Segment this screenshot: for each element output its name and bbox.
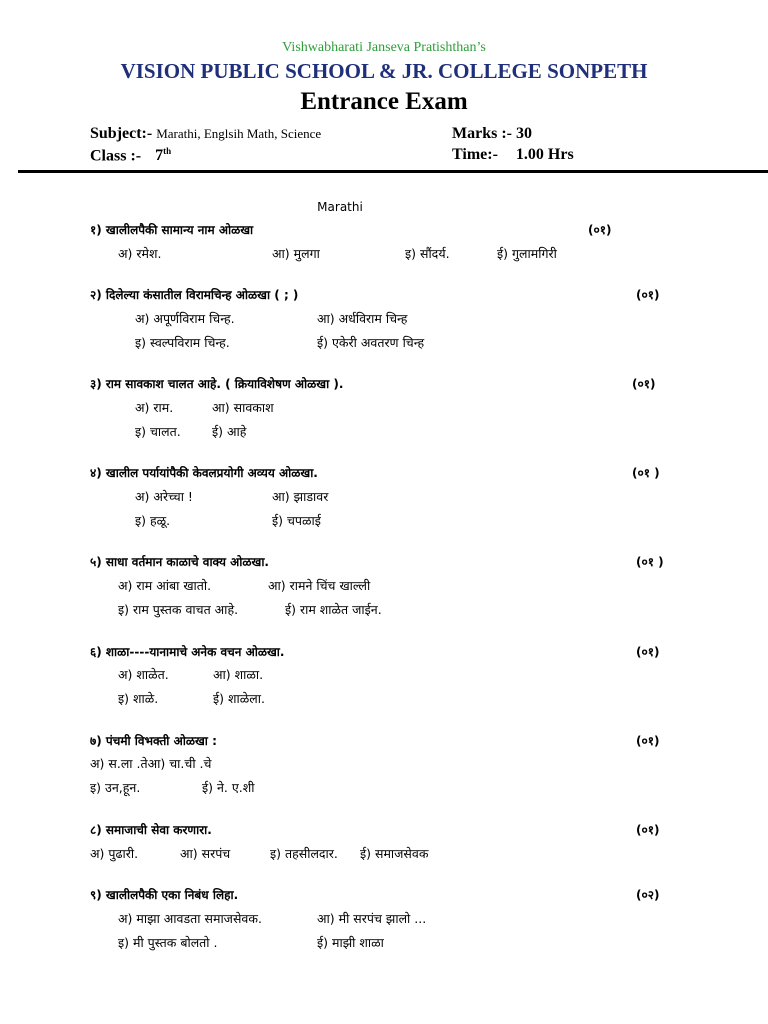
- option: आ) सावकाश: [212, 400, 274, 415]
- option: आ) सरपंच: [180, 846, 231, 861]
- option: अ) राम.: [135, 400, 174, 415]
- subject-value: Marathi, Englsih Math, Science: [156, 126, 322, 141]
- class-line: [90, 146, 171, 165]
- option: ई) राम शाळेत जाईन.: [285, 602, 382, 617]
- section-title: Marathi: [317, 200, 363, 214]
- time-value: 1.00 Hrs: [515, 146, 574, 163]
- question-6: ६) शाळा----यानामाचे अनेक वचन ओळखा.: [90, 645, 285, 659]
- option: आ) झाडावर: [272, 489, 329, 504]
- option: अ) शाळेत.: [118, 667, 169, 682]
- option: अ) रमेश.: [118, 246, 162, 261]
- option: आ) शाळा.: [213, 667, 264, 682]
- class-suffix: th: [163, 146, 172, 156]
- trust-name: Vishwabharati Janseva Pratishthan’s: [282, 40, 486, 55]
- option: आ) मुलगा: [272, 246, 320, 261]
- option: इ) तहसीलदार.: [270, 846, 338, 861]
- question-8: ८) समाजाची सेवा करणारा.: [90, 823, 212, 837]
- option: अ) माझा आवडता समाजसेवक.: [118, 911, 262, 926]
- question-3: ३) राम सावकाश चालत आहे. ( क्रियाविशेषण ओळखा ).: [90, 377, 344, 391]
- marks-label: Marks :- 30: [452, 125, 532, 142]
- option: ई) चपळाई: [272, 513, 321, 528]
- option: अ) स.ला .तेआ) चा.ची .चे: [90, 756, 212, 771]
- exam-title: Entrance Exam: [300, 88, 468, 115]
- question-1-marks: (०१): [588, 223, 612, 237]
- question-6-marks: (०१): [636, 645, 660, 659]
- class-value: 7: [155, 147, 164, 165]
- question-5: ५) साधा वर्तमान काळाचे वाक्य ओळखा.: [90, 555, 269, 569]
- question-4-marks: (०१ ): [632, 466, 660, 480]
- header-divider: [18, 170, 768, 173]
- option: ई) ने. ए.शी: [202, 780, 255, 795]
- option: ई) माझी शाळा: [317, 935, 384, 950]
- option: इ) सौंदर्य.: [405, 246, 450, 261]
- school-name: VISION PUBLIC SCHOOL & JR. COLLEGE SONPETH: [120, 59, 648, 83]
- question-2-marks: (०१): [636, 288, 660, 302]
- option: ई) समाजसेवक: [360, 846, 429, 861]
- question-4: ४) खालील पर्यायांपैकी केवलप्रयोगी अव्यय ओळखा.: [90, 466, 318, 480]
- option: आ) अर्धविराम चिन्ह: [317, 311, 408, 326]
- question-5-marks: (०१ ): [636, 555, 664, 569]
- option: ई) एकेरी अवतरण चिन्ह: [317, 335, 425, 350]
- option: ई) गुलामगिरी: [497, 246, 557, 261]
- option: आ) रामने चिंच खाल्ली: [268, 578, 371, 593]
- question-2: २) दिलेल्या कंसातील विरामचिन्ह ओळखा ( ; ): [90, 288, 299, 302]
- option: अ) पुढारी.: [90, 846, 139, 861]
- option: इ) मी पुस्तक बोलतो .: [118, 935, 218, 950]
- option: अ) अपूर्णविराम चिन्ह.: [135, 311, 235, 326]
- question-9: ९) खालीलपैकी एका निबंध लिहा.: [90, 888, 239, 902]
- option: इ) हळू.: [135, 513, 171, 528]
- option: इ) राम पुस्तक वाचत आहे.: [118, 602, 239, 617]
- option: ई) शाळेला.: [213, 691, 265, 706]
- option: ई) आहे: [212, 424, 247, 439]
- option: अ) अरेच्चा !: [135, 489, 193, 504]
- option: आ) मी सरपंच झालो ...: [317, 911, 427, 926]
- subject-line: [90, 125, 321, 143]
- question-9-marks: (०२): [636, 888, 660, 902]
- time-label: Time:-: [452, 146, 498, 163]
- option: इ) उन,हून.: [90, 780, 141, 795]
- question-7: ७) पंचमी विभक्ती ओळखा :: [90, 734, 217, 748]
- option: इ) चालत.: [135, 424, 181, 439]
- class-label: Class :-: [90, 147, 142, 165]
- question-1: १) खालीलपैकी सामान्य नाम ओळखा: [90, 223, 254, 237]
- time-line: [452, 146, 574, 164]
- subject-label: Subject:-: [90, 125, 153, 142]
- question-8-marks: (०१): [636, 823, 660, 837]
- question-7-marks: (०१): [636, 734, 660, 748]
- option: इ) शाळे.: [118, 691, 159, 706]
- option: इ) स्वल्पविराम चिन्ह.: [135, 335, 230, 350]
- question-3-marks: (०१): [632, 377, 656, 391]
- option: अ) राम आंबा खातो.: [118, 578, 212, 593]
